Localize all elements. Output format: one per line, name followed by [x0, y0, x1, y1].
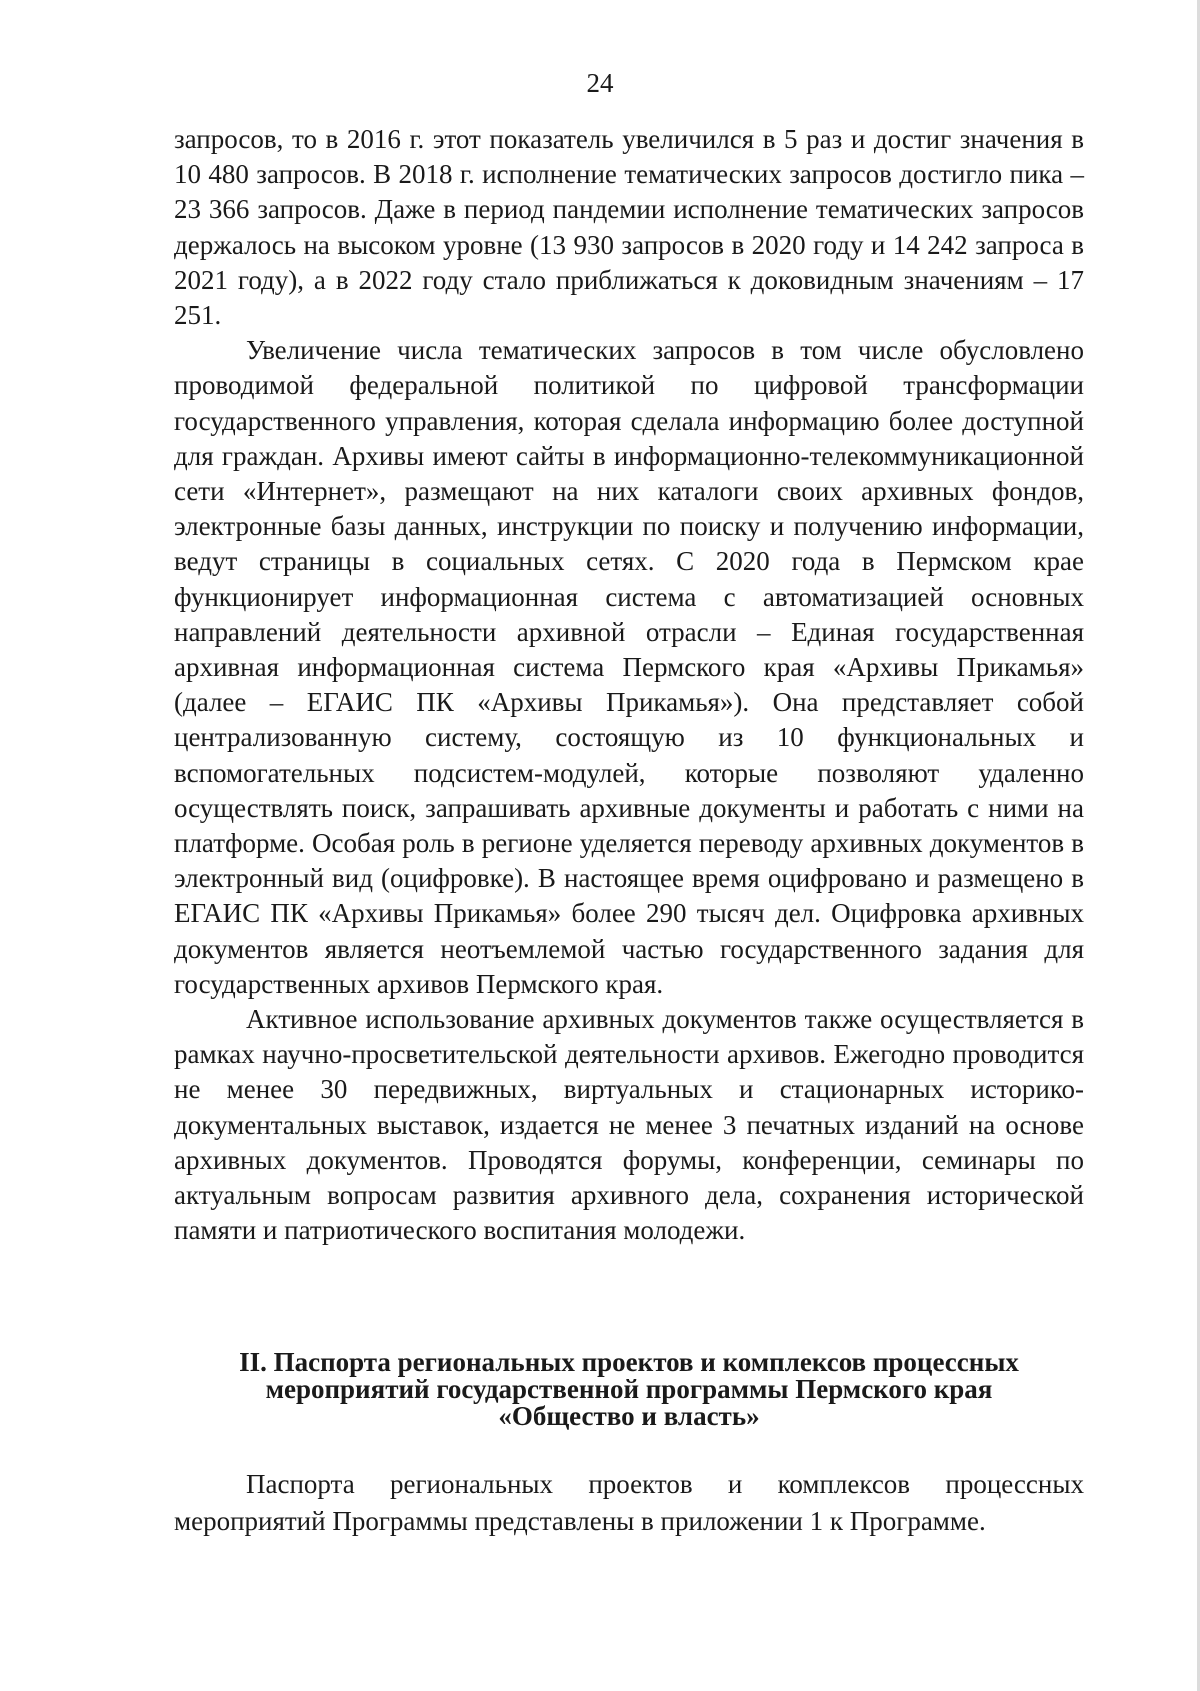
section-heading-line-3: «Общество и власть» [498, 1401, 760, 1431]
section-heading-line-2: мероприятий государственной программы Пермского края [265, 1374, 993, 1404]
paragraph-digital-transformation: Увеличение числа тематических запросов в том числе обусловлено проводимой федеральной политикой по цифровой трансформации государственного управления, которая сделала информацию более доступной для граждан. Архивы имеют сайты в информационно-телекоммуникационной сети «Интернет», размещают на них каталоги своих архивных фондов, электронные базы данных, инструкции по поиску и получению информации, ведут страницы в социальных сетях. С 2020 года в Пермском крае функционирует информационная система с автоматизацией основных направлений деятельности архивной отрасли – Единая государственная архивная информационная система Пермского края «Архивы Прикамья» (далее – ЕГАИС ПК «Архивы Прикамья»). Она представляет собой централизованную систему, состоящую из 10 функциональных и вспомогательных подсистем-модулей, которые позволяют удаленно осуществлять поиск, запрашивать архивные документы и работать с ними на платформе. Особая роль в регионе уделяется переводу архивных документов в электронный вид (оцифровке). В настоящее время оцифровано и размещено в ЕГАИС ПК «Архивы Прикамья» более 290 тысяч дел. Оцифровка архивных документов является неотъемлемой частью государственного задания для государственных архивов Пермского края. [174, 335, 1084, 999]
paragraph-continuation: запросов, то в 2016 г. этот показатель увеличился в 5 раз и достиг значения в 10 480 запросов. В 2018 г. исполнение тематических запросов достигло пика – 23 366 запросов. Даже в период пандемии исполнение тематических запросов держалось на высоком уровне (13 930 запросов в 2020 году и 14 242 запроса в 2021 году), а в 2022 году стало приближаться к доковидным значениям – 17 251. [174, 124, 1084, 331]
section-heading [174, 1349, 1084, 1430]
paragraph-passports: Паспорта региональных проектов и комплексов процессных мероприятий Программы представлены в приложении 1 к Программе. [174, 1469, 1084, 1536]
section-heading-line-1: II. Паспорта региональных проектов и комплексов процессных [239, 1347, 1019, 1377]
body-text [174, 122, 1084, 1249]
page-number: 24 [586, 68, 614, 98]
paragraph-outreach: Активное использование архивных документов также осуществляется в рамках научно-просветительской деятельности архивов. Ежегодно проводится не менее 30 передвижных, виртуальных и стационарных историко-документальных выставок, издается не менее 3 печатных изданий на основе архивных документов. Проводятся форумы, конференции, семинары по актуальным вопросам развития архивного дела, сохранения исторической памяти и патриотического воспитания молодежи. [174, 1004, 1084, 1246]
